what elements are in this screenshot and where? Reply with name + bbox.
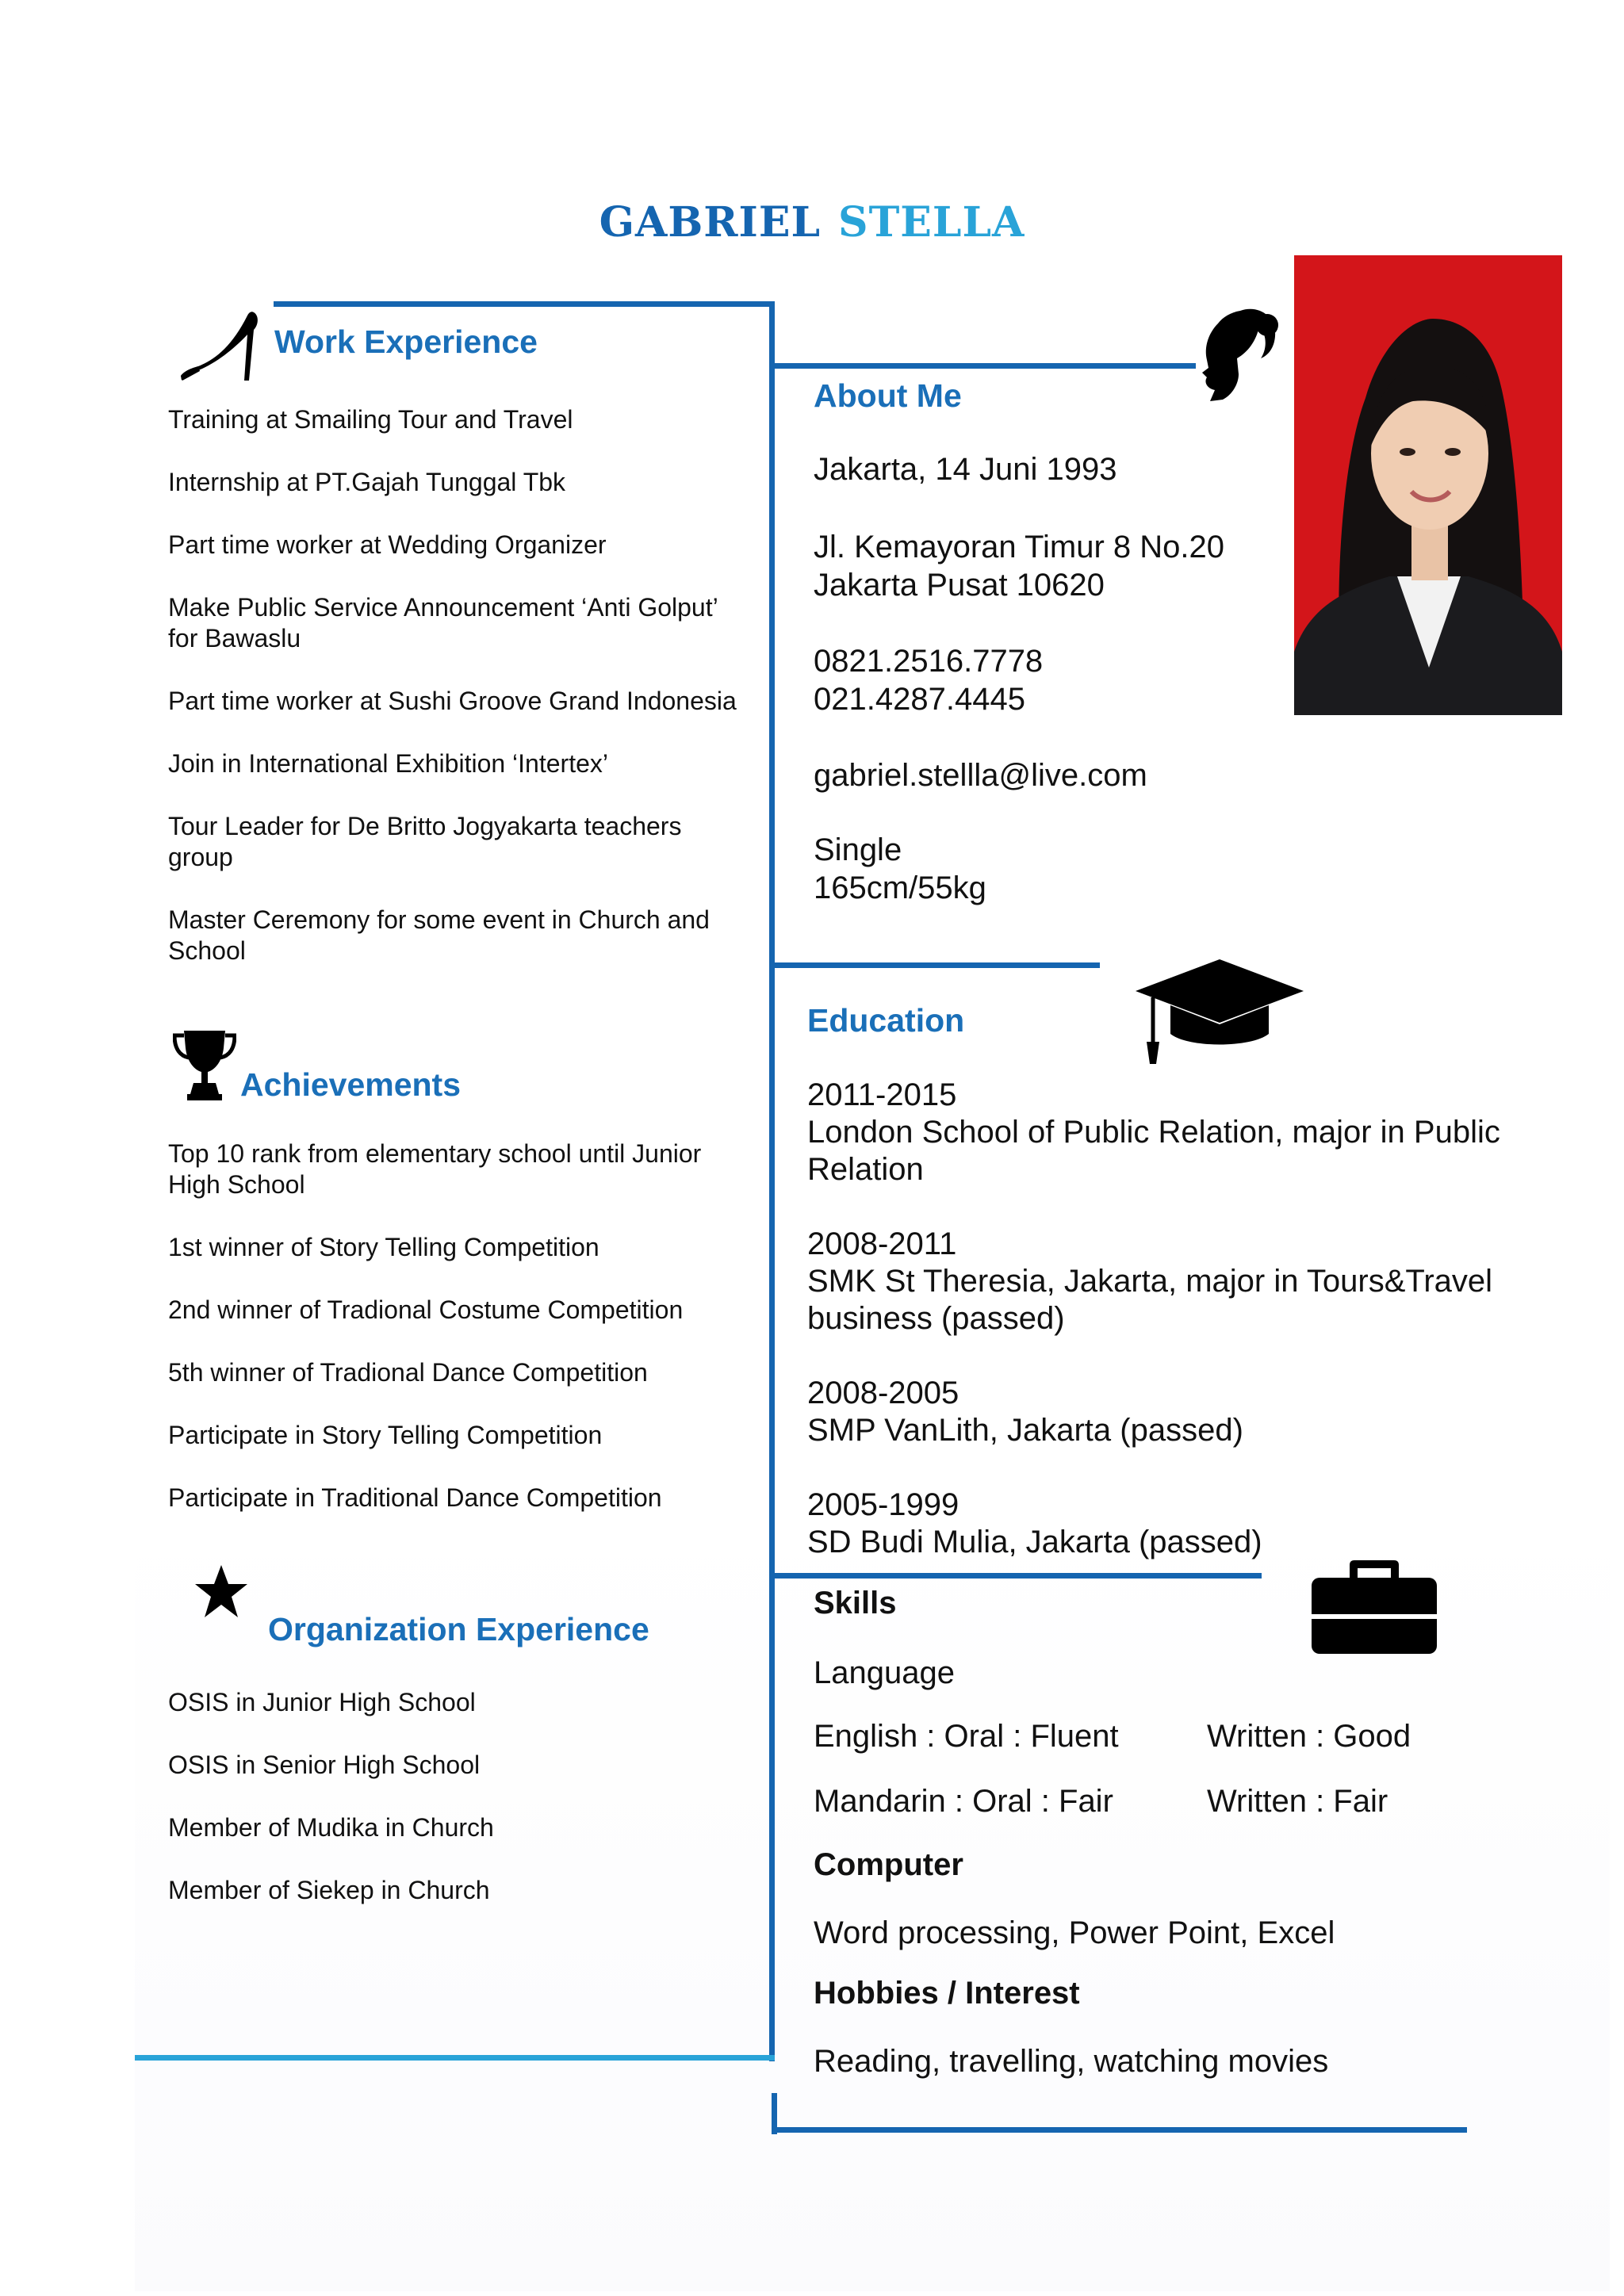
english-oral-skill: English : Oral : Fluent [814, 1719, 1119, 1754]
address-line-1: Jl. Kemayoran Timur 8 No.20 [814, 530, 1224, 564]
address-line-2: Jakarta Pusat 10620 [814, 568, 1105, 603]
birth-info: Jakarta, 14 Juni 1993 [814, 452, 1117, 487]
profile-photo [1294, 255, 1562, 715]
email-address: gabriel.stellla@live.com [814, 758, 1147, 793]
list-item: Part time worker at Sushi Groove Grand Indonesia [168, 687, 737, 715]
list-item: Internship at PT.Gajah Tunggal Tbk [168, 468, 566, 496]
list-item: Master Ceremony for some event in Church and School [168, 905, 710, 965]
education-list [807, 1077, 1568, 1561]
briefcase-icon [1308, 1556, 1440, 1659]
skills-bottom-line [773, 2127, 1467, 2133]
education-entry [807, 1375, 1568, 1449]
last-name: STELLA [838, 198, 1025, 247]
education-entry [807, 1226, 1568, 1337]
list-item: Member of Mudika in Church [168, 1813, 494, 1842]
height-weight: 165cm/55kg [814, 871, 986, 905]
list-item: Top 10 rank from elementary school until Junior High School [168, 1139, 702, 1199]
list-item: Participate in Story Telling Competition [168, 1421, 603, 1449]
organization-list [168, 1687, 739, 1938]
phone-2: 021.4287.4445 [814, 682, 1025, 717]
skills-top-line [773, 1573, 1262, 1578]
skills-heading: Skills [814, 1586, 897, 1621]
hobbies-detail: Reading, travelling, watching movies [814, 2044, 1329, 2079]
education-detail: London School of Public Relation, major in Public Relation [807, 1115, 1500, 1187]
education-years: 2008-2005 [807, 1376, 959, 1410]
list-item: OSIS in Junior High School [168, 1688, 476, 1716]
left-bottom-line [135, 2055, 775, 2061]
english-written-skill: Written : Good [1207, 1719, 1411, 1754]
list-item: Join in International Exhibition ‘Intertex’ [168, 749, 608, 778]
high-heel-icon [181, 311, 260, 384]
education-detail: SD Budi Mulia, Jakarta (passed) [807, 1525, 1262, 1559]
mandarin-oral-skill: Mandarin : Oral : Fair [814, 1784, 1113, 1819]
computer-skills: Word processing, Power Point, Excel [814, 1915, 1335, 1950]
list-item: Part time worker at Wedding Organizer [168, 530, 607, 559]
education-entry [807, 1077, 1568, 1188]
education-detail: SMK St Theresia, Jakarta, major in Tours&Travel business (passed) [807, 1264, 1493, 1336]
trophy-icon [173, 1027, 236, 1100]
profile-photo-portrait [1294, 255, 1562, 715]
list-item: Member of Siekep in Church [168, 1876, 490, 1904]
marital-status: Single [814, 832, 902, 867]
education-top-line [773, 962, 1100, 968]
work-experience-list [168, 404, 739, 998]
education-years: 2005-1999 [807, 1487, 959, 1522]
education-entry [807, 1487, 1568, 1561]
list-item: Participate in Traditional Dance Competition [168, 1483, 662, 1512]
education-detail: SMP VanLith, Jakarta (passed) [807, 1413, 1243, 1448]
mandarin-written-skill: Written : Fair [1207, 1784, 1388, 1819]
phone-1: 0821.2516.7778 [814, 644, 1044, 679]
first-name: GABRIEL [599, 198, 822, 247]
list-item: Make Public Service Announcement ‘Anti Golput’ for Bawaslu [168, 593, 718, 652]
hobbies-heading: Hobbies / Interest [814, 1976, 1080, 2011]
language-label: Language [814, 1655, 955, 1690]
education-years: 2008-2011 [807, 1226, 957, 1261]
woman-silhouette-icon [1199, 301, 1280, 404]
graduation-cap-icon [1132, 956, 1307, 1067]
computer-heading: Computer [814, 1847, 963, 1882]
work-experience-heading: Work Experience [274, 323, 538, 360]
star-icon [193, 1563, 249, 1619]
list-item: 1st winner of Story Telling Competition [168, 1233, 599, 1261]
resume-name-title [0, 198, 1624, 247]
list-item: Tour Leader for De Britto Jogyakarta teachers group [168, 812, 682, 871]
about-me-top-line [773, 363, 1196, 369]
education-heading: Education [807, 1002, 965, 1039]
education-years: 2011-2015 [807, 1077, 957, 1112]
list-item: 5th winner of Tradional Dance Competition [168, 1358, 648, 1387]
list-item: Training at Smailing Tour and Travel [168, 405, 573, 434]
list-item: OSIS in Senior High School [168, 1751, 481, 1779]
about-me-heading: About Me [814, 377, 962, 414]
achievements-list [168, 1138, 739, 1545]
central-divider-line [769, 301, 775, 2061]
organization-heading: Organization Experience [268, 1611, 649, 1647]
work-experience-top-line [274, 301, 775, 307]
list-item: 2nd winner of Tradional Costume Competition [168, 1295, 684, 1324]
achievements-heading: Achievements [240, 1066, 462, 1103]
